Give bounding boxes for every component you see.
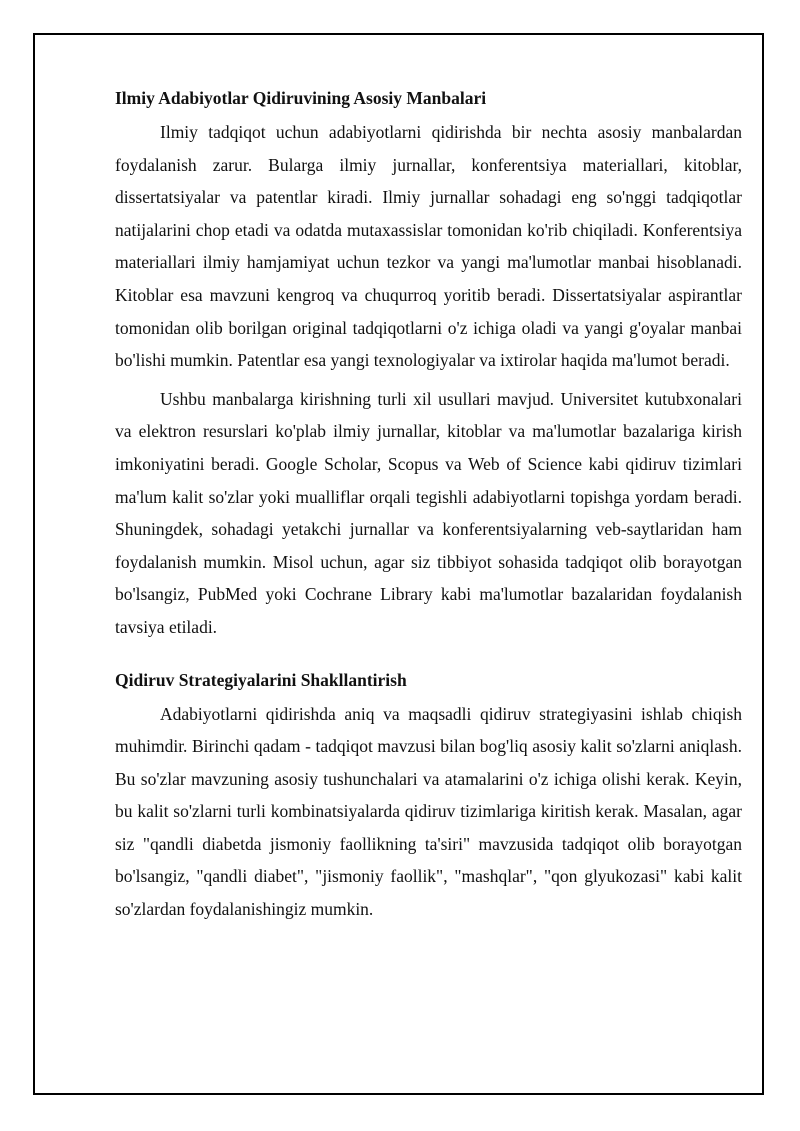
section-heading: Ilmiy Adabiyotlar Qidiruvining Asosiy Manbalari — [115, 88, 487, 108]
paragraph: Ilmiy tadqiqot uchun adabiyotlarni qidirishda bir nechta asosiy manbalardan foydalanish zarur. Bularga ilmiy jurnallar, konferentsiya materiallari, kitoblar, dissertatsiyalar va patentlar kiradi. Ilmiy jurnallar sohadagi eng so'nggi tadqiqotlar natijalarini chop etadi va odatda mutaxassislar tomonidan ko'rib chiqiladi. Konferentsiya materiallari ilmiy hamjamiyat uchun tezkor va yangi ma'lumotlar manbai hisoblanadi. Kitoblar esa mavzuni kengroq va chuqurroq yoritib beradi. Dissertatsiyalar aspirantlar tomonidan olib borilgan original tadqiqotlarni o'z ichiga oladi va yangi g'oyalar manbai bo'lishi mumkin. Patentlar esa yangi texnologiyalar va ixtirolar haqida ma'lumot beradi. — [115, 122, 742, 371]
section-heading: Qidiruv Strategiyalarini Shakllantirish — [115, 669, 407, 690]
paragraph: Ushbu manbalarga kirishning turli xil usullari mavjud. Universitet kutubxonalari va elektron resurslari ko'plab ilmiy jurnallar, kitoblar va ma'lumotlar bazalariga kirish imkoniyatini beradi. Google Scholar, Scopus va Web of Science kabi qidiruv tizimlari ma'lum kalit so'zlar yoki mualliflar orqali tegishli adabiyotlarni topishga yordam beradi. Shuningdek, sohadagi yetakchi jurnallar va konferentsiyalarning veb-saytlaridan ham foydalanish mumkin. Misol uchun, agar siz tibbiyot sohasida tadqiqot olib borayotgan bo'lsangiz, PubMed yoki Cochrane Library kabi ma'lumotlar bazalaridan foydalanish tavsiya etiladi. — [115, 388, 742, 637]
document-body — [115, 82, 742, 926]
paragraph: Adabiyotlarni qidirishda aniq va maqsadli qidiruv strategiyasini ishlab chiqish muhimdir. Birinchi qadam - tadqiqot mavzusi bilan bog'liq asosiy kalit so'zlarni aniqlash. Bu so'zlar mavzuning asosiy tushunchalari va atamalarini o'z ichiga olishi kerak. Keyin, bu kalit so'zlarni turli kombinatsiyalarda qidiruv tizimlariga kiritish kerak. Masalan, agar siz "qandli diabetda jismoniy faollikning ta'siri" mavzusida tadqiqot olib borayotgan bo'lsangiz, "qandli diabet", "jismoniy faollik", "mashqlar", "qon glyukozasi" kabi kalit so'zlardan foydalanishingiz mumkin. — [115, 703, 742, 920]
